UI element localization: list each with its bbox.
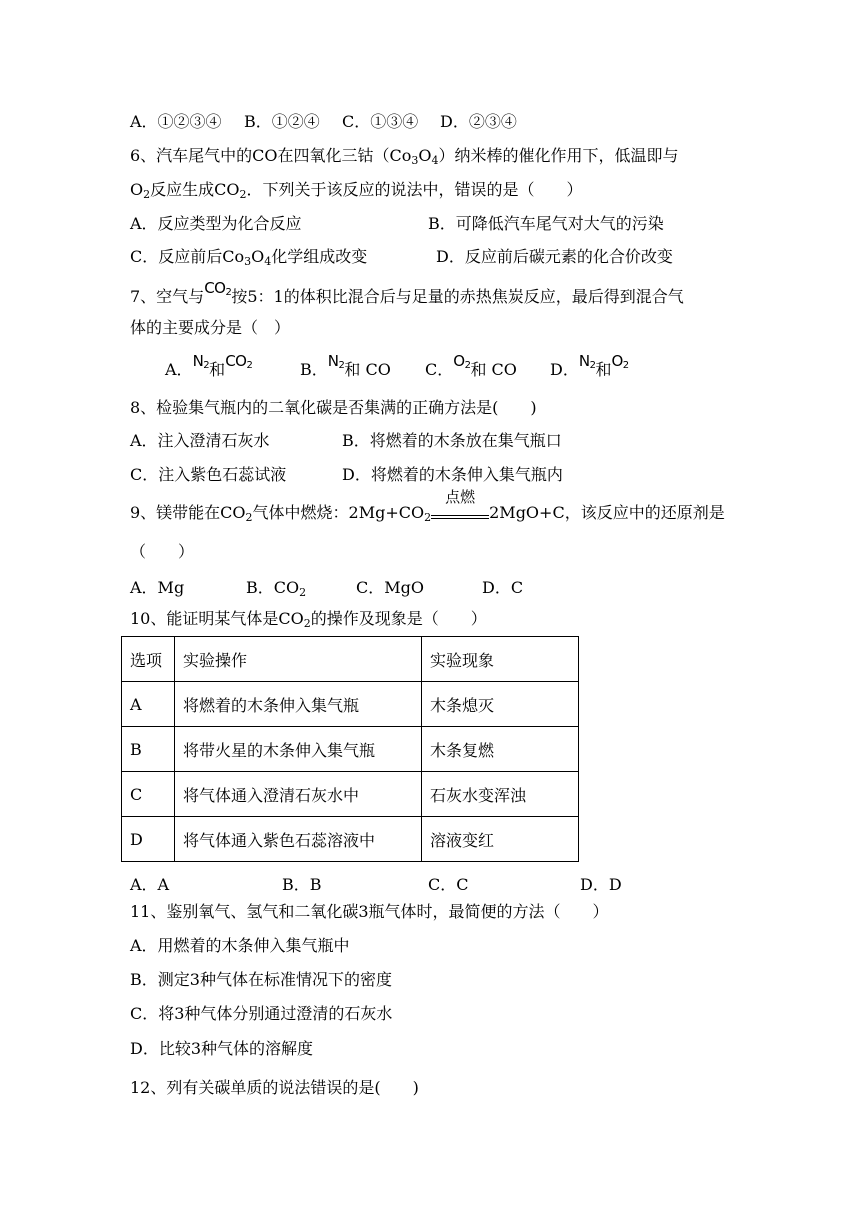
q5-option-c: C．①③④ — [342, 112, 419, 131]
q6-option-a: A．反应类型为化合反应 — [130, 214, 302, 233]
q10-option-d: D．D — [580, 875, 622, 894]
q9-stem-line2: （ ） — [130, 542, 195, 561]
q11-stem: 11、鉴别氧气、氢气和二氧化碳3瓶气体时，最简便的方法（ ） — [130, 902, 609, 921]
q8-option-c: C．注入紫色石蕊试液 — [130, 465, 287, 484]
q9-option-d: D．C — [482, 578, 524, 597]
q9-option-c: C．MgO — [356, 578, 424, 597]
q5-option-b: B．①②④ — [244, 112, 320, 131]
table-row — [122, 772, 579, 817]
reaction-condition: 点燃 — [431, 503, 489, 523]
table-cell: 将气体通入紫色石蕊溶液中 — [175, 817, 422, 862]
q10-option-c: C．C — [428, 875, 469, 894]
table-header-cell: 实验操作 — [175, 637, 422, 682]
table-cell: B — [122, 727, 175, 772]
q6-option-d: D．反应前后碳元素的化合价改变 — [436, 247, 673, 266]
q12-stem: 12、列有关碳单质的说法错误的是( ) — [130, 1078, 419, 1097]
q10-option-a: A．A — [130, 875, 170, 894]
q7-option-c: C．$O_2$和 CO — [425, 352, 517, 379]
q10-stem: 10、能证明某气体是$CO_2$的操作及现象是（ ） — [130, 609, 487, 630]
q5-option-a: A．①②③④ — [130, 112, 222, 131]
table-cell: 溶液变红 — [422, 817, 579, 862]
table-row — [122, 817, 579, 862]
q6-option-c: C．反应前后$Co_3O_4$化学组成改变 — [130, 247, 368, 268]
table-cell: C — [122, 772, 175, 817]
table-cell: 将燃着的木条伸入集气瓶 — [175, 682, 422, 727]
q9-stem-line1: 9、镁带能在$CO_2$气体中燃烧：$2Mg+CO_2$ 点燃 2MgO+C，该反应中的还原剂是 — [130, 488, 725, 524]
q11-option-d: D．比较3种气体的溶解度 — [130, 1039, 314, 1058]
q6-stem-line1: 6、汽车尾气中的CO在四氧化三钴$(Co_3O_4)$纳米棒的催化作用下，低温即与 — [130, 146, 679, 167]
q7-option-b: B．$N_2$和 CO — [300, 352, 391, 379]
q6-stem-line2: $O_2$反应生成$CO_2$．下列关于该反应的说法中，错误的是（ ） — [130, 180, 583, 201]
q7-option-a: A．$N_2$和$CO_2$ — [165, 352, 253, 379]
table-header-cell: 实验现象 — [422, 637, 579, 682]
table-cell: 木条熄灭 — [422, 682, 579, 727]
q9-option-b: B．$CO_2$ — [246, 578, 307, 599]
q11-option-c: C．将3种气体分别通过澄清的石灰水 — [130, 1004, 393, 1023]
q8-option-a: A．注入澄清石灰水 — [130, 431, 270, 450]
q8-option-d: D．将燃着的木条伸入集气瓶内 — [342, 465, 563, 484]
q7-stem-line2: 体的主要成分是（ ） — [130, 318, 291, 337]
table-cell: D — [122, 817, 175, 862]
q10-table — [121, 636, 579, 862]
co2-formula: $CO_2$ — [204, 279, 232, 298]
table-cell: 石灰水变浑浊 — [422, 772, 579, 817]
q11-option-b: B．测定3种气体在标准情况下的密度 — [130, 970, 392, 989]
table-cell: 将带火星的木条伸入集气瓶 — [175, 727, 422, 772]
table-cell: A — [122, 682, 175, 727]
q5-option-d: D．②③④ — [440, 112, 517, 131]
table-row — [122, 727, 579, 772]
q8-stem: 8、检验集气瓶内的二氧化碳是否集满的正确方法是( ) — [130, 398, 537, 417]
table-cell: 木条复燃 — [422, 727, 579, 772]
q7-stem-line1: 7、空气与$CO_2$按5：1的体积比混合后与足量的赤热焦炭反应，最后得到混合气 — [130, 279, 684, 306]
q10-option-b: B．B — [282, 875, 322, 894]
table-header-cell: 选项 — [122, 637, 175, 682]
table-row — [122, 682, 579, 727]
q7-option-d: D．$N_2$和$O_2$ — [550, 352, 629, 379]
q9-option-a: A．Mg — [130, 578, 185, 597]
q6-option-b: B．可降低汽车尾气对大气的污染 — [428, 214, 664, 233]
table-cell: 将气体通入澄清石灰水中 — [175, 772, 422, 817]
q8-option-b: B．将燃着的木条放在集气瓶口 — [342, 431, 562, 450]
table-header-row — [122, 637, 579, 682]
q11-option-a: A．用燃着的木条伸入集气瓶中 — [130, 936, 350, 955]
